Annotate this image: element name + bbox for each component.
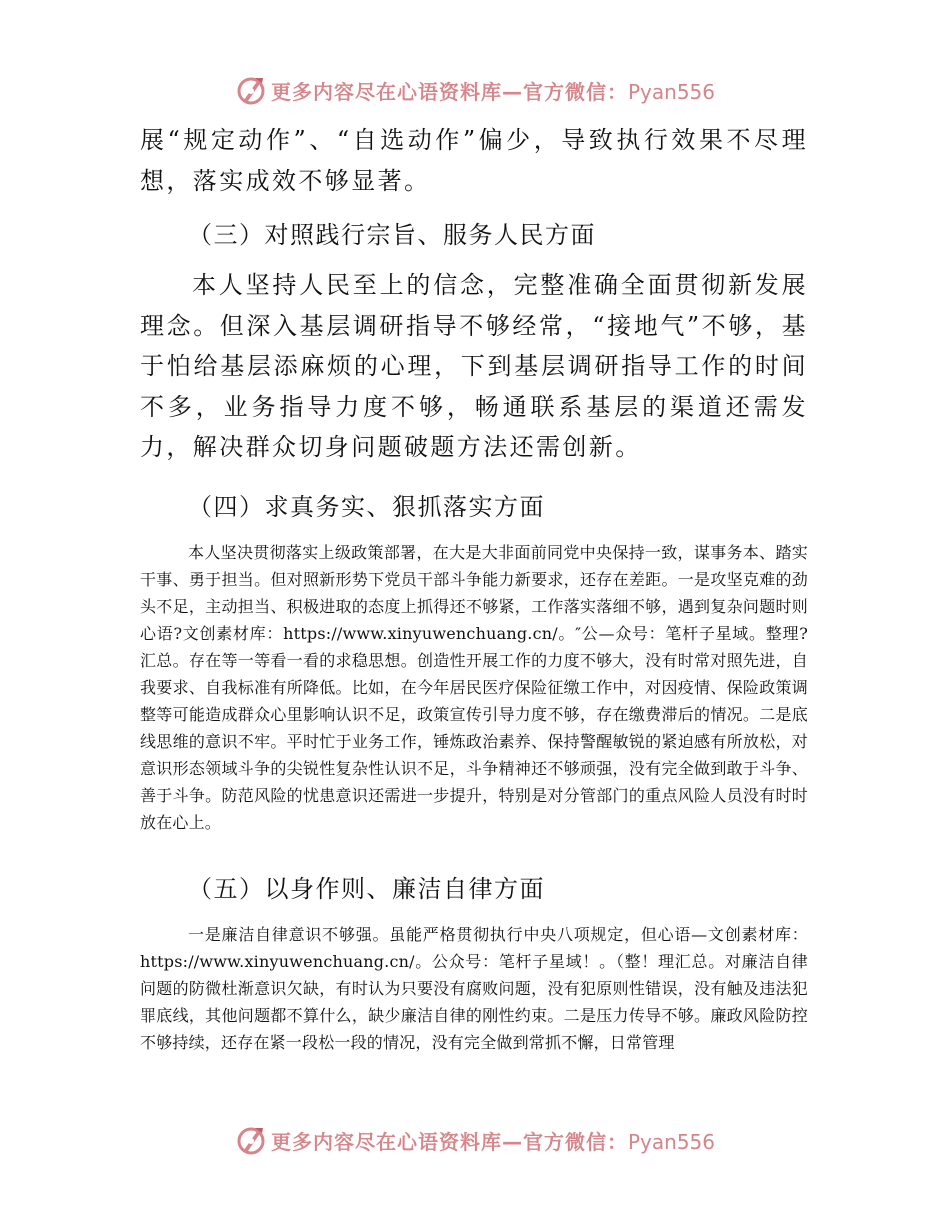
quill-logo-icon [235, 74, 267, 106]
section-paragraph-3: 本人坚持人民至上的信念，完整准确全面贯彻新发展理念。但深入基层调研指导不够经常，“接地气”不够，基于怕给基层添麻烦的心理，下到基层调研指导工作的时间不多，业务指导力度不够，畅通联系基层的渠道还需发力，解决群众切身问题破题方法还需创新。 [140, 271, 808, 461]
section-paragraph-4: 本人坚决贯彻落实上级政策部署，在大是大非面前同党中央保持一致，谋事务本、踏实干事、勇于担当。但对照新形势下党员干部斗争能力新要求，还存在差距。一是攻坚克难的劲头不足，主动担当、积极进取的态度上抓得还不够紧，工作落实落细不够，遇到复杂问题时则心语?文创素材库：https://www.xinyuwenchuang.cn/。″公—众号：笔杆子星域。整理?汇总。存在等一等看一看的求稳思想。创造性开展工作的力度不够大，没有时常对照先进，自我要求、自我标准有所降低。比如，在今年居民医疗保险征缴工作中，对因疫情、保险政策调整等可能造成群众心里影响认识不足，政策宣传引导力度不够，存在缴费滞后的情况。二是底线思维的意识不牢。平时忙于业务工作，锤炼政治素养、保持警醒敏锐的紧迫感有所放松，对意识形态领域斗争的尖锐性复杂性认识不足，斗争精神还不够顽强，没有完全做到敢于斗争、善于斗争。防范风险的忧患意识还需进一步提升，特别是对分管部门的重点风险人员没有时时放在心上。 [140, 543, 808, 832]
section-heading-5: （五）以身作则、廉洁自律方面 [188, 875, 545, 903]
section-heading-3: （三）对照践行宗旨、服务人民方面 [188, 221, 596, 249]
header-banner-text: 更多内容尽在心语资料库—官方微信：Pyan556 [270, 79, 715, 104]
footer-banner [0, 1122, 950, 1158]
footer-banner-text: 更多内容尽在心语资料库—官方微信：Pyan556 [270, 1129, 715, 1154]
quill-logo-icon [235, 1124, 267, 1156]
continuation-paragraph: 展“规定动作”、“自选动作”偏少，导致执行效果不尽理想，落实成效不够显著。 [140, 126, 808, 195]
header-banner [0, 72, 950, 108]
footer-banner-id: Pyan556 [627, 1129, 715, 1154]
header-banner-id: Pyan556 [627, 79, 715, 104]
section-paragraph-5: 一是廉洁自律意识不够强。虽能严格贯彻执行中央八项规定，但心语—文创素材库：https://www.xinyuwenchuang.cn/。公众号：笔杆子星域！。（整！理汇总。对廉洁自律问题的防微杜渐意识欠缺，有时认为只要没有腐败问题，没有犯原则性错误，没有触及违法犯罪底线，其他问题都不算什么，缺少廉洁自律的刚性约束。二是压力传导不够。廉政风险防控不够持续，还存在紧一段松一段的情况，没有完全做到常抓不懈，日常管理 [140, 925, 808, 1052]
section-heading-4: （四）求真务实、狠抓落实方面 [188, 493, 545, 521]
